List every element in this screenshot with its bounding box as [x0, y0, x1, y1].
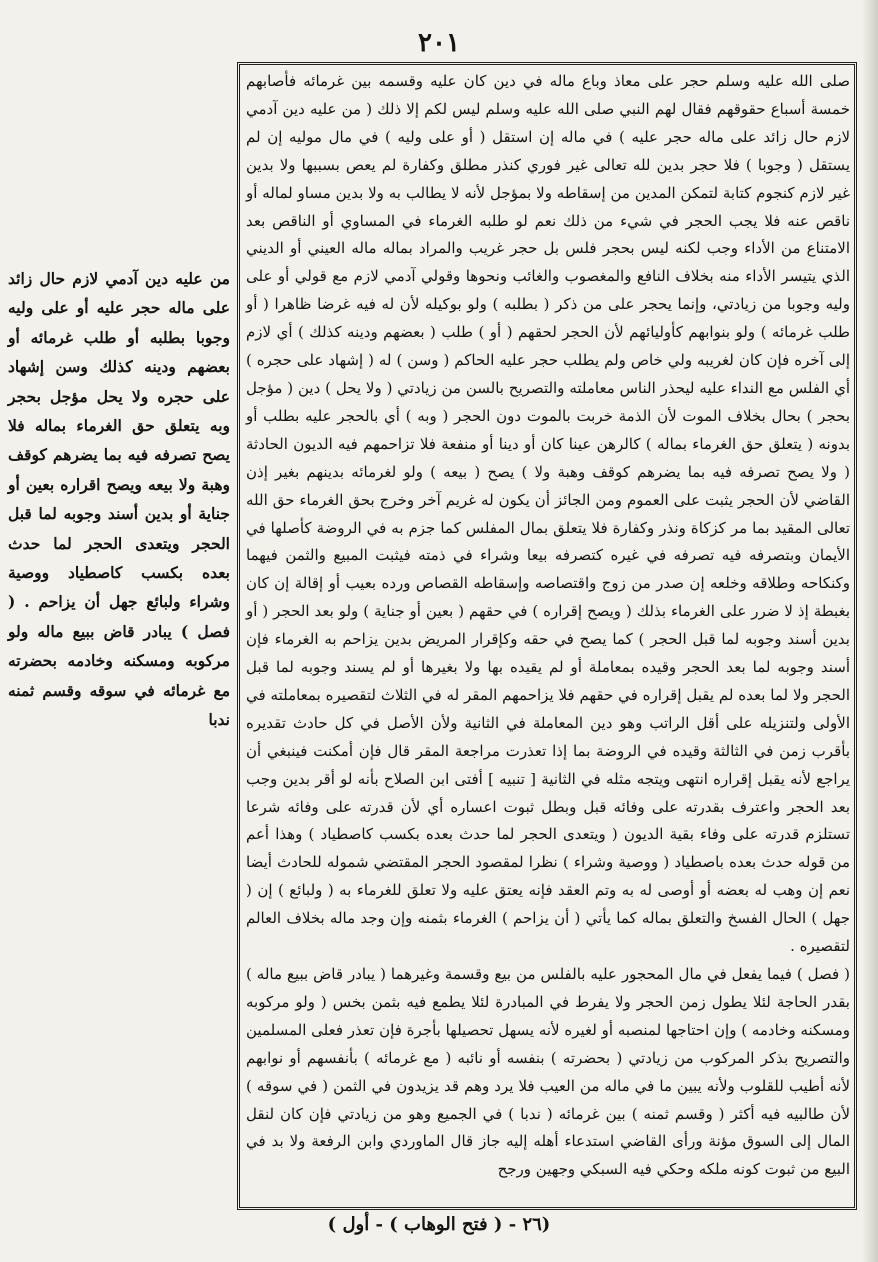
main-paragraph-fasl: ( فصل ) فيما يفعل في مال المحجور عليه بالفلس من بيع وقسمة وغيرهما ( يبادر قاض ببيع ماله ) بقدر الحاجة لئلا يطول زمن الحجر ولا يفرط في المبادرة لئلا يطمع فيه بثمن بخس ( ولو مركوبه ومسكنه وخادمه ) وإن احتاجها لمنصبه أو لغيره لأنه يسهل تحصيلها بأجرة فإن تعذر فعلى المسلمين والتصريح بذكر المركوب من زيادتي ( بحضرته ) بنفسه أو نائبه ( مع غرمائه ) بأنفسهم أو نوابهم لأنه أطيب للقلوب ولأنه يبين ما في ماله من العيب فلا يرد وهم قد يزيدون في الثمن ( في سوقه ) لأن طالبيه فيه أكثر ( وقسم ثمنه ) بين غرمائه ( ندبا ) في الجميع وهو من زيادتي فإن كان لنقل المال إلى السوق مؤنة ورأى القاضي استدعاء أهله إليه جاز قال الماوردي وابن الرفعة ولا بد في البيع من ثبوت كونه ملكه وحكي فيه السبكي وجهين ورجح	[246, 965, 850, 1179]
main-text-body	[246, 68, 850, 1202]
page-edge-shadow	[862, 0, 878, 1262]
margin-paragraph: من عليه دين آدمي لازم حال زائد على ماله حجر عليه أو على وليه وجوبا بطلبه أو طلب غرمائه أو بعضهم ودينه كذلك وسن إشهاد على حجره ولا يحل مؤجل بحجر وبه يتعلق حق الغرماء بماله فلا يصح تصرفه فيه بما يضرهم كوقف وهبة ولا بيعه ويصح اقراره بعين أو جناية أو بدين أسند وجوبه لما قبل الحجر ويتعدى الحجر لما حدث بعده بكسب كاصطياد ووصية وشراء ولبائع جهل أن يزاحم . ( فصل ) يبادر قاض ببيع ماله ولو مركوبه ومسكنه وخادمه بحضرته مع غرمائه في سوقه وقسم ثمنه ندبا	[8, 269, 230, 730]
main-paragraph: صلى الله عليه وسلم حجر على معاذ وباع ماله في دين كان عليه وقسمه بين غرمائه فأصابهم خمسة أسباع حقوقهم فقال لهم النبي صلى الله عليه وسلم ليس لكم إلا ذلك ( من عليه دين آدمي لازم حال زائد على ماله حجر عليه ) في ماله إن استقل ( أو على وليه ) في مال موليه إن لم يستقل ( وجوبا ) فلا حجر بدين لله تعالى غير فوري كنذر مطلق وكفارة لم يعص بسببها ولا بدين غير لازم كنجوم كتابة لتمكن المدين من إسقاطه ولا بمؤجل لأنه لا يطالب به ولا بدين مساو لماله أو ناقص عنه فلا يجب الحجر في شيء من ذلك نعم لو طلبه الغرماء في المساوي أو الناقص بعد الامتناع من الأداء وجب لكنه ليس بحجر فلس بل حجر غريب والمراد بماله ماله العيني أو الديني الذي يتيسر الأداء منه بخلاف النافع والمغصوب والغائب ونحوها وقولي آدمي لازم مع قولي أو على وليه وجوبا من زيادتي، وإنما يحجر على من ذكر ( بطلبه ) ولو بوكيله لأن له فيه غرضا ظاهرا ( أو طلب غرمائه ) ولو بنوابهم كأوليائهم لأن الحجر لحقهم ( أو ) طلب ( بعضهم ودينه كذلك ) أي لازم إلى آخره فإن كان لغريبه ولي خاص ولم يطلب حجر عليه الحاكم ( وسن ) له ( إشهاد على حجره ) أي الفلس مع النداء عليه ليحذر الناس معاملته والتصريح بالسن من زيادتي ( ولا يحل ) دين ( مؤجل بحجر ) بحال بخلاف الموت لأن الذمة خربت بالموت دون الحجر ( وبه ) أي بالحجر عليه بطلب أو بدونه ( يتعلق حق الغرماء بماله ) كالرهن عينا كان أو دينا أو منفعة فلا تزاحمهم فيه الديون الحادثة ( ولا يصح تصرفه فيه بما يضرهم كوقف وهبة ولا ) يصح ( بيعه ) ولو لغرمائه بدينهم بغير إذن القاضي لأن الحجر يثبت على العموم ومن الجائز أن يكون له غريم آخر وخرج بحق الغرماء حق الله تعالى المقيد بما مر كزكاة ونذر وكفارة فلا يتعلق بمال المفلس كما جزم به في الروضة كأصلها في الأيمان وبتصرفه فيه تصرفه في غيره كتصرفه بيعا وشراء في ذمته فيثبت المبيع والثمن فيهما وكنكاحه وطلاقه وخلعه إن صدر من زوج واقتصاصه وإسقاطه القصاص ورده بعيب أو إقالة إن كان بغبطة إذ لا ضرر على الغرماء بذلك ( ويصح إقراره ) في حقهم ( بعين أو جناية ) ولو بعد الحجر ( أو بدين أسند وجوبه لما قبل الحجر ) كما يصح في حقه وكإقرار المريض بدين يزاحم به الغرماء فإن أسند وجوبه لما بعد الحجر وقيده بمعاملة أو لم يقيده بها ولا بغيرها أو لم يسند وجوبه لما قبل الحجر ولا لما بعده لم يقبل إقراره في حقهم فلا يزاحمهم المقر له في الثلاث لتقصيره بمعاملته في الأولى ولتنزيله على أقل الراتب وهو دين المعاملة في الثانية ولأن الأصل في كل حادث تقديره بأقرب زمن في الثالثة وقيده في الروضة بما إذا تعذرت مراجعة المقر قال فإن أمكنت فينبغي أن يراجع لأنه يقبل إقراره انتهى ويتجه مثله في الثانية [ تنبيه ] أفتى ابن الصلاح بأنه لو أقر بدين وجب بعد الحجر واعترف بقدرته على وفائه قبل وبطل ثبوت اعساره أي لأن قدرته على وفائه شرعا تستلزم قدرته على وفاء بقية الديون ( ويتعدى الحجر لما حدث بعده بكسب كاصطياد ) وهذا أعم من قوله حدث بعده باصطياد ( ووصية وشراء ) نظرا لمقصود الحجر المقتضي شموله للحادث أيضا نعم إن وهب له بعضه أو أوصى له به وتم العقد فإنه يعتق عليه ولا تعلق للغرماء به ( ولبائع ) إن ( جهل ) الحال الفسخ والتعلق بماله كما يأتي ( أن يزاحم ) الغرماء بثمنه وإن وجد ماله بخلاف العالم لتقصيره .	[246, 72, 850, 956]
page-footer: (٢٦ - ( فتح الوهاب ) - أول )	[327, 1214, 551, 1235]
page-number: ٢٠١	[418, 28, 460, 58]
margin-matn-text	[8, 264, 230, 730]
